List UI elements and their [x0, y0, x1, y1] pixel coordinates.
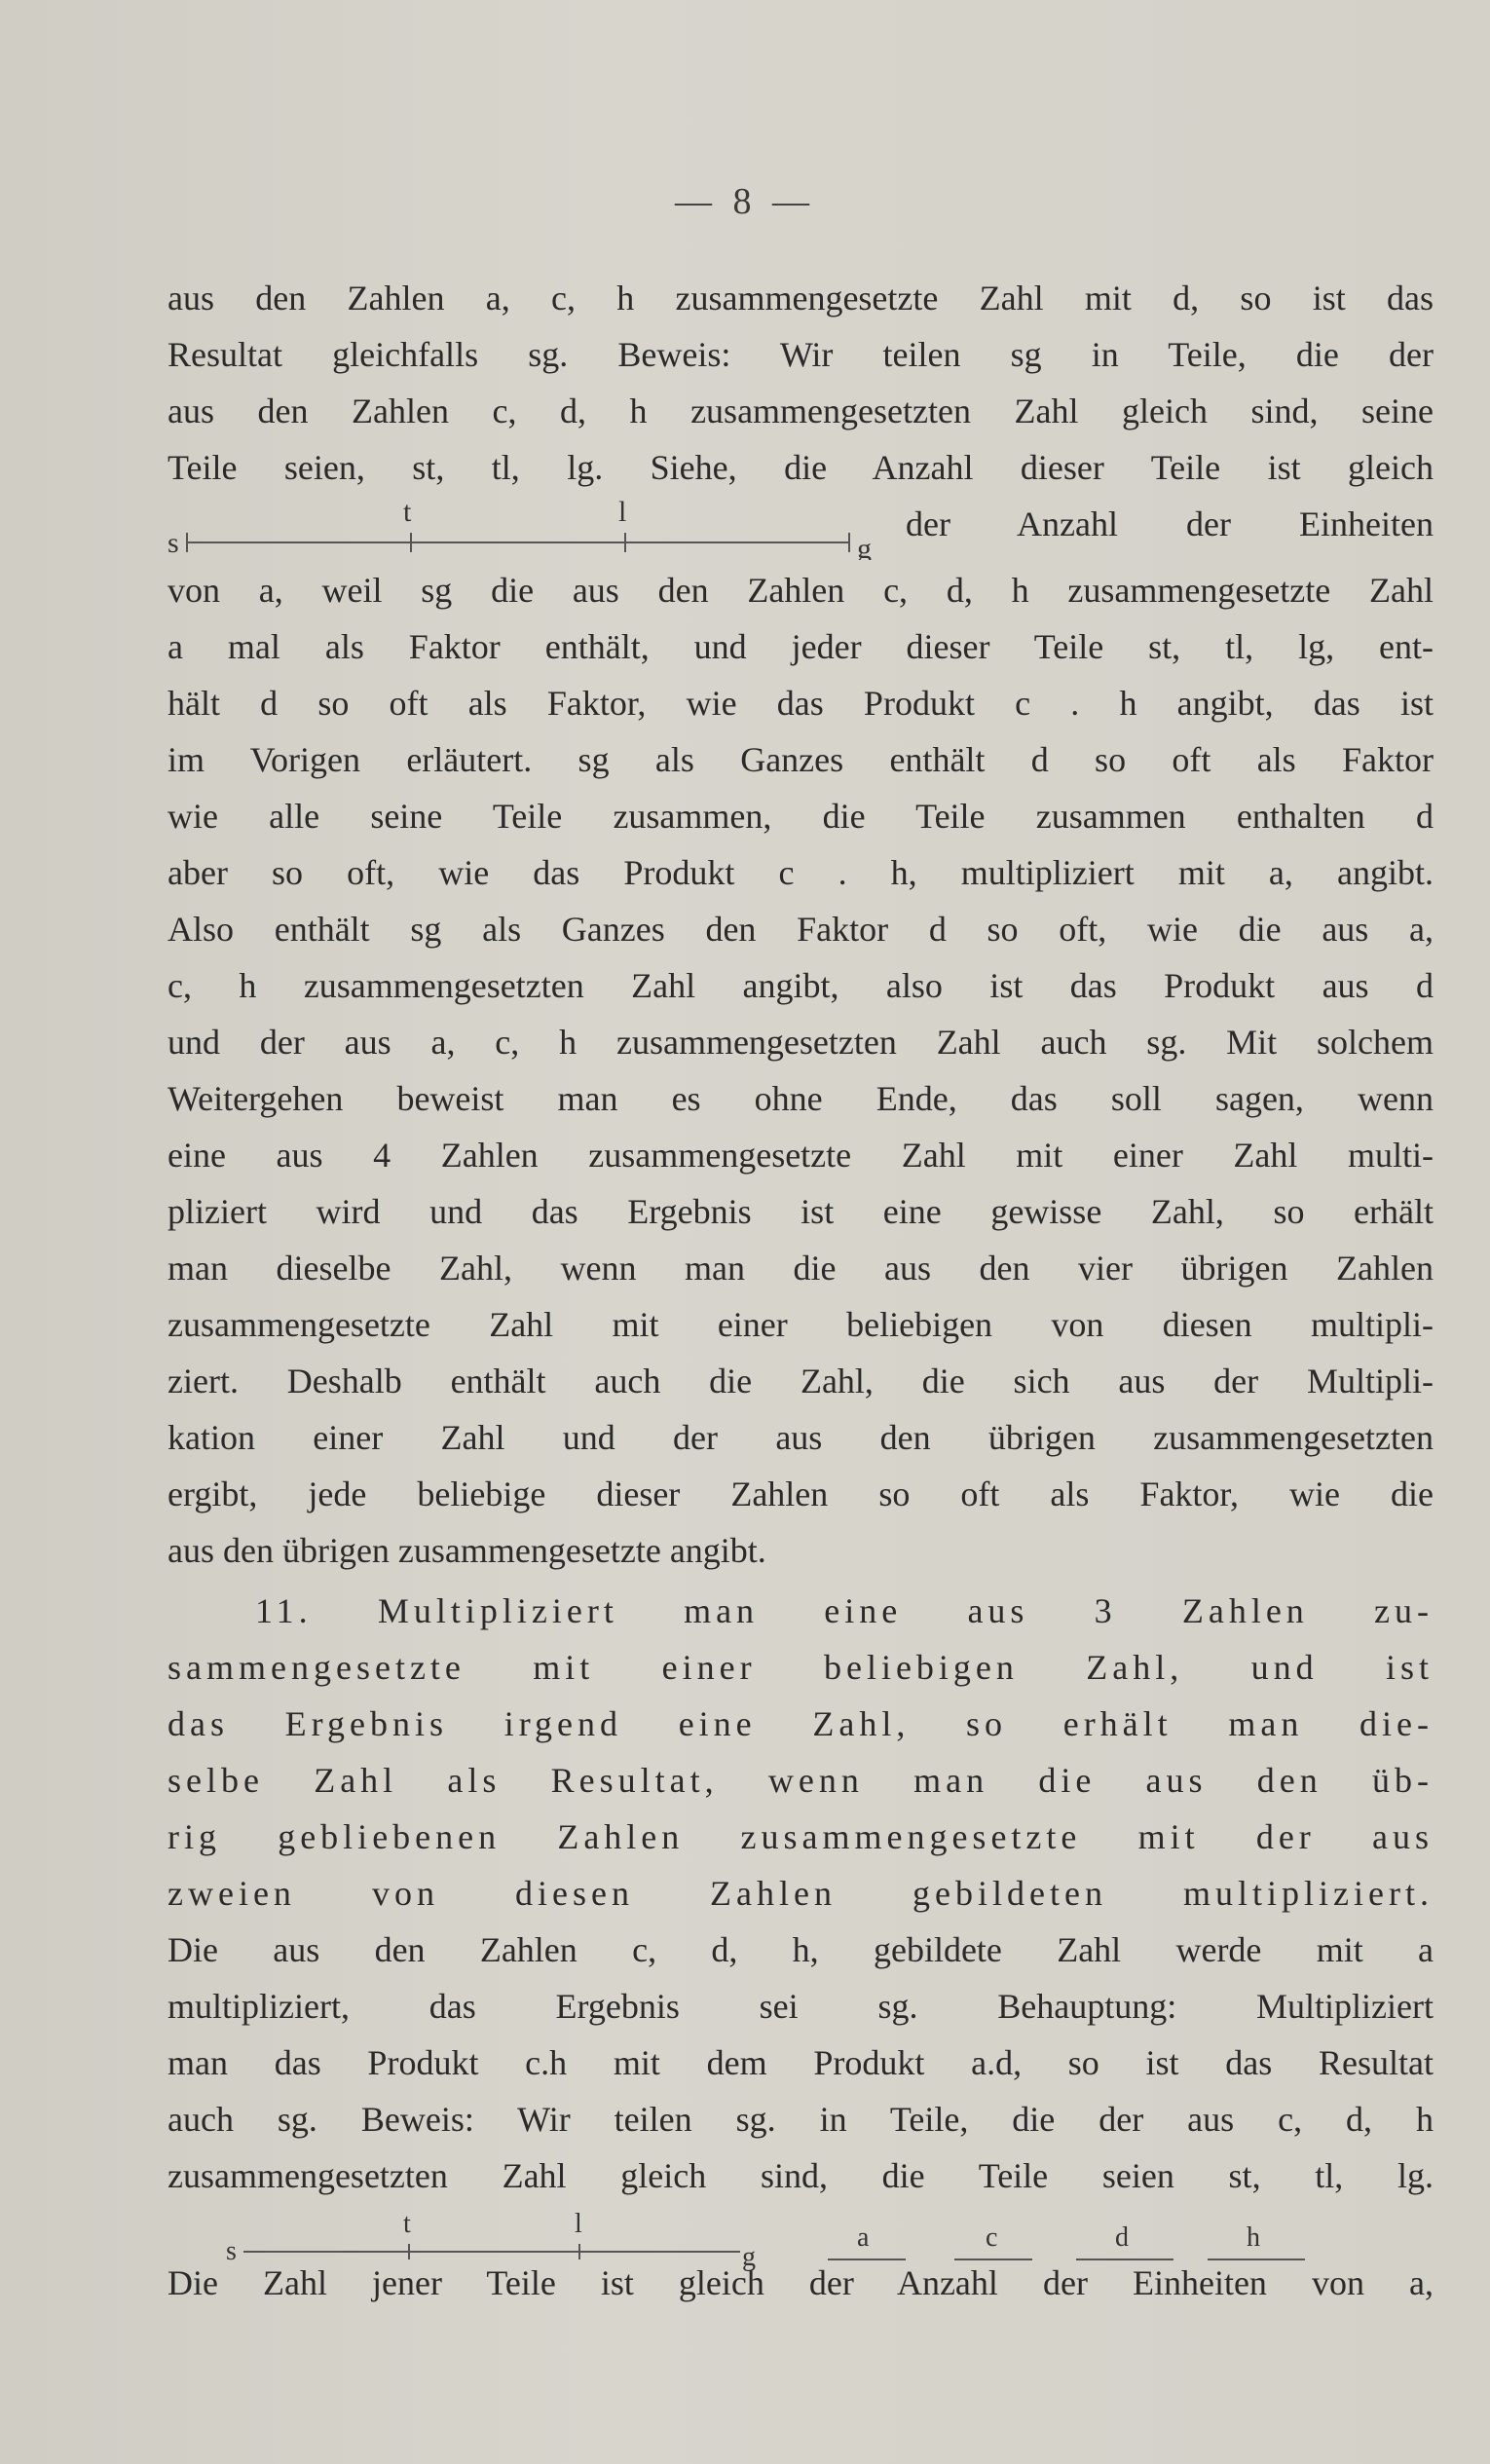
point-label: l	[618, 496, 627, 528]
text-line: Teile seien, st, tl, lg. Siehe, die Anzahl dieser Teile ist gleich	[168, 448, 1434, 487]
text-line: man das Produkt c.h mit dem Produkt a.d, so ist das Resultat	[168, 2043, 1434, 2082]
text-line: zweien von diesen Zahlen gebildeten multipliziert.	[168, 1874, 1434, 1913]
text-line: aus den Zahlen c, d, h zusammengesetzten Zahl gleich sind, seine	[168, 392, 1434, 430]
section-heading-line: 11. Multipliziert man eine aus 3 Zahlen zu-	[255, 1591, 1434, 1630]
text-line: aber so oft, wie das Produkt c . h, multipliziert mit a, angibt.	[168, 853, 1434, 892]
point-label: l	[575, 2209, 582, 2239]
text-line: und der aus a, c, h zusammengesetzten Zahl auch sg. Mit solchem	[168, 1023, 1434, 1062]
text-line: ziert. Deshalb enthält auch die Zahl, die sich aus der Multipli-	[168, 1362, 1434, 1400]
text-line: zusammengesetzten Zahl gleich sind, die Teile seien st, tl, lg.	[168, 2156, 1434, 2195]
factor-label: c	[986, 2222, 998, 2253]
text-line: Also enthält sg als Ganzes den Faktor d so oft, wie die aus a,	[168, 910, 1434, 949]
text-line: aus den Zahlen a, c, h zusammengesetzte Zahl mit d, so ist das	[168, 279, 1434, 317]
text-line: auch sg. Beweis: Wir teilen sg. in Teile, die der aus c, d, h	[168, 2100, 1434, 2139]
text-line: das Ergebnis irgend eine Zahl, so erhält man die-	[168, 1704, 1434, 1743]
text-line: wie alle seine Teile zusammen, die Teile zusammen enthalten d	[168, 797, 1434, 836]
text-line: Weitergehen beweist man es ohne Ende, das soll sagen, wenn	[168, 1079, 1434, 1118]
point-label: t	[403, 2209, 411, 2239]
text-line: zusammengesetzte Zahl mit einer beliebigen von diesen multipli-	[168, 1305, 1434, 1344]
point-label: t	[403, 496, 412, 528]
factor-label: h	[1247, 2222, 1260, 2253]
text-line: man dieselbe Zahl, wenn man die aus den vier übrigen Zahlen	[168, 1249, 1434, 1288]
text-line: c, h zusammengesetzten Zahl angibt, also ist das Produkt aus d	[168, 966, 1434, 1005]
text-line: der Anzahl der Einheiten	[906, 504, 1434, 543]
factor-label: d	[1115, 2222, 1129, 2253]
text-line: Die aus den Zahlen c, d, h, gebildete Zahl werde mit a	[168, 1930, 1434, 1969]
page-number: — 8 —	[675, 181, 815, 222]
text-line: Resultat gleichfalls sg. Beweis: Wir teilen sg in Teile, die der	[168, 335, 1434, 374]
text-line: a mal als Faktor enthält, und jeder dieser Teile st, tl, lg, ent-	[168, 627, 1434, 666]
text-line: selbe Zahl als Resultat, wenn man die aus den üb-	[168, 1761, 1434, 1800]
text-line: sammengesetzte mit einer beliebigen Zahl, und ist	[168, 1648, 1434, 1687]
point-label: s	[226, 2236, 237, 2266]
text-line: Die Zahl jener Teile ist gleich der Anzahl der Einheiten von a,	[168, 2263, 1434, 2302]
text-line: hält d so oft als Faktor, wie das Produkt c . h angibt, das ist	[168, 684, 1434, 723]
point-label: g	[742, 2242, 756, 2271]
text-line: aus den übrigen zusammengesetzte angibt.	[168, 1531, 766, 1570]
factor-label: a	[857, 2222, 870, 2253]
text-line: pliziert wird und das Ergebnis ist eine gewisse Zahl, so erhält	[168, 1192, 1434, 1231]
text-line: kation einer Zahl und der aus den übrigen zusammengesetzten	[168, 1418, 1434, 1457]
text-line: im Vorigen erläutert. sg als Ganzes enthält d so oft als Faktor	[168, 740, 1434, 779]
point-label: g	[857, 533, 872, 560]
text-line: von a, weil sg die aus den Zahlen c, d, h zusammengesetzte Zahl	[168, 571, 1434, 610]
text-line: eine aus 4 Zahlen zusammengesetzte Zahl mit einer Zahl multi-	[168, 1136, 1434, 1175]
text-line: ergibt, jede beliebige dieser Zahlen so oft als Faktor, wie die	[168, 1475, 1434, 1513]
segment-diagram-1	[168, 492, 888, 565]
point-label: s	[168, 527, 179, 559]
text-line: rig gebliebenen Zahlen zusammengesetzte mit der aus	[168, 1817, 1434, 1856]
text-line: multipliziert, das Ergebnis sei sg. Behauptung: Multipliziert	[168, 1987, 1434, 2026]
